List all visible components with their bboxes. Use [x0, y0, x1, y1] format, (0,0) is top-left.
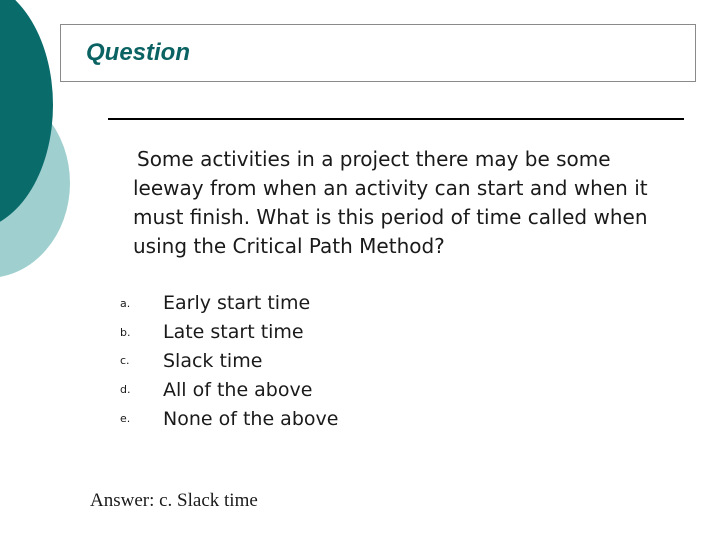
option-text: All of the above [163, 378, 313, 401]
option-text: None of the above [163, 407, 339, 430]
option-marker: c. [120, 354, 130, 368]
decorative-circle-dark [0, 0, 53, 230]
option-text: Early start time [163, 292, 311, 315]
option-marker: b. [120, 325, 131, 339]
answer-options-list [120, 289, 338, 433]
option-b [120, 318, 338, 347]
option-e [120, 404, 338, 433]
slide-title: Question [86, 39, 191, 66]
option-text: Late start time [163, 321, 304, 344]
decorative-circle-light [0, 88, 70, 278]
question-text: Some activities in a project there may be some leeway from when an activity can start and when it must finish. What is this period of time called when using the Critical Path Method? [133, 147, 648, 258]
title-box [60, 24, 696, 82]
option-marker: e. [120, 412, 131, 426]
option-text: Slack time [163, 349, 263, 372]
option-d [120, 375, 338, 404]
option-c [120, 347, 338, 376]
option-a [120, 289, 338, 318]
option-marker: d. [120, 383, 131, 397]
answer-text: Answer: c. Slack time [90, 490, 258, 511]
option-marker: a. [120, 296, 131, 310]
title-divider [108, 118, 684, 120]
